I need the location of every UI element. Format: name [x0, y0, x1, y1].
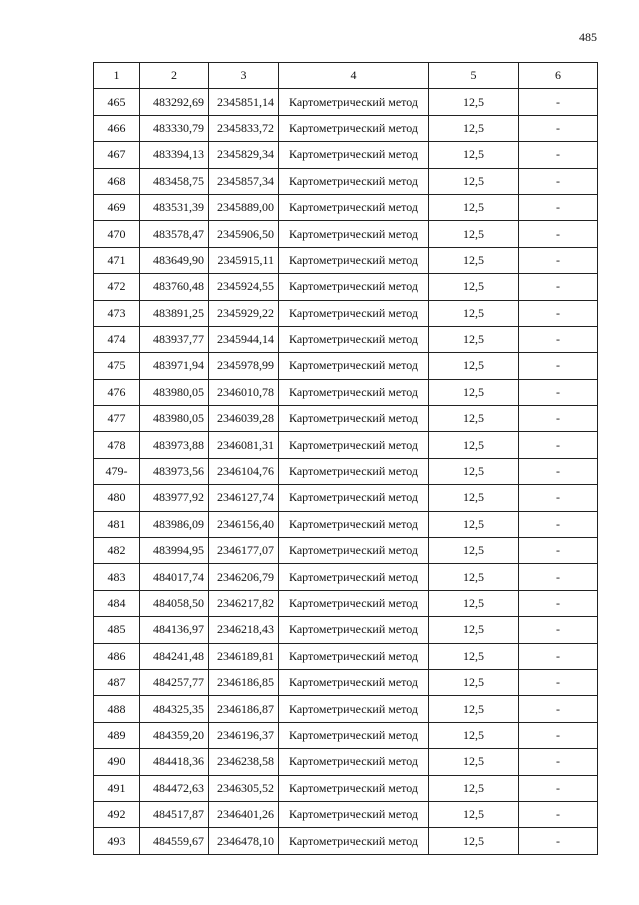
y-coordinate-cell: 2345829,34 — [209, 142, 279, 168]
point-number-cell: 487 — [94, 669, 140, 695]
point-number-cell: 483 — [94, 564, 140, 590]
method-cell: Картометрический метод — [279, 775, 429, 801]
method-cell: Картометрический метод — [279, 353, 429, 379]
accuracy-cell: 12,5 — [429, 274, 519, 300]
table-row — [94, 168, 598, 194]
method-cell: Картометрический метод — [279, 458, 429, 484]
x-coordinate-cell: 483980,05 — [140, 406, 209, 432]
note-cell: - — [519, 564, 598, 590]
column-header: 6 — [519, 63, 598, 89]
method-cell: Картометрический метод — [279, 247, 429, 273]
point-number-cell: 490 — [94, 749, 140, 775]
method-cell: Картометрический метод — [279, 168, 429, 194]
note-cell: - — [519, 432, 598, 458]
note-cell: - — [519, 485, 598, 511]
note-cell: - — [519, 538, 598, 564]
y-coordinate-cell: 2346478,10 — [209, 828, 279, 854]
column-header: 2 — [140, 63, 209, 89]
method-cell: Картометрический метод — [279, 326, 429, 352]
method-cell: Картометрический метод — [279, 221, 429, 247]
accuracy-cell: 12,5 — [429, 696, 519, 722]
x-coordinate-cell: 484418,36 — [140, 749, 209, 775]
table-row — [94, 300, 598, 326]
x-coordinate-cell: 484241,48 — [140, 643, 209, 669]
note-cell: - — [519, 247, 598, 273]
coordinates-table — [93, 62, 598, 855]
table-row — [94, 828, 598, 854]
note-cell: - — [519, 828, 598, 854]
table-row — [94, 221, 598, 247]
note-cell: - — [519, 115, 598, 141]
x-coordinate-cell: 483649,90 — [140, 247, 209, 273]
note-cell: - — [519, 775, 598, 801]
accuracy-cell: 12,5 — [429, 353, 519, 379]
method-cell: Картометрический метод — [279, 300, 429, 326]
y-coordinate-cell: 2346010,78 — [209, 379, 279, 405]
y-coordinate-cell: 2346186,85 — [209, 669, 279, 695]
table-row — [94, 274, 598, 300]
y-coordinate-cell: 2346401,26 — [209, 801, 279, 827]
x-coordinate-cell: 484559,67 — [140, 828, 209, 854]
note-cell: - — [519, 300, 598, 326]
y-coordinate-cell: 2345915,11 — [209, 247, 279, 273]
x-coordinate-cell: 483980,05 — [140, 379, 209, 405]
table-row — [94, 458, 598, 484]
accuracy-cell: 12,5 — [429, 749, 519, 775]
method-cell: Картометрический метод — [279, 564, 429, 590]
y-coordinate-cell: 2345924,55 — [209, 274, 279, 300]
note-cell: - — [519, 194, 598, 220]
y-coordinate-cell: 2345857,34 — [209, 168, 279, 194]
x-coordinate-cell: 483994,95 — [140, 538, 209, 564]
accuracy-cell: 12,5 — [429, 801, 519, 827]
y-coordinate-cell: 2346127,74 — [209, 485, 279, 511]
note-cell: - — [519, 643, 598, 669]
point-number-cell: 469 — [94, 194, 140, 220]
note-cell: - — [519, 801, 598, 827]
table-row — [94, 643, 598, 669]
accuracy-cell: 12,5 — [429, 142, 519, 168]
method-cell: Картометрический метод — [279, 643, 429, 669]
x-coordinate-cell: 483578,47 — [140, 221, 209, 247]
x-coordinate-cell: 484058,50 — [140, 590, 209, 616]
method-cell: Картометрический метод — [279, 194, 429, 220]
point-number-cell: 482 — [94, 538, 140, 564]
method-cell: Картометрический метод — [279, 142, 429, 168]
note-cell: - — [519, 221, 598, 247]
note-cell: - — [519, 379, 598, 405]
y-coordinate-cell: 2345906,50 — [209, 221, 279, 247]
point-number-cell: 488 — [94, 696, 140, 722]
y-coordinate-cell: 2346196,37 — [209, 722, 279, 748]
point-number-cell: 481 — [94, 511, 140, 537]
y-coordinate-cell: 2346104,76 — [209, 458, 279, 484]
method-cell: Картометрический метод — [279, 511, 429, 537]
table-row — [94, 406, 598, 432]
y-coordinate-cell: 2346238,58 — [209, 749, 279, 775]
table-row — [94, 432, 598, 458]
table-row — [94, 247, 598, 273]
x-coordinate-cell: 484017,74 — [140, 564, 209, 590]
table-row — [94, 617, 598, 643]
point-number-cell: 473 — [94, 300, 140, 326]
y-coordinate-cell: 2346206,79 — [209, 564, 279, 590]
table-row — [94, 696, 598, 722]
point-number-cell: 478 — [94, 432, 140, 458]
point-number-cell: 477 — [94, 406, 140, 432]
method-cell: Картометрический метод — [279, 432, 429, 458]
y-coordinate-cell: 2346217,82 — [209, 590, 279, 616]
accuracy-cell: 12,5 — [429, 643, 519, 669]
x-coordinate-cell: 483977,92 — [140, 485, 209, 511]
x-coordinate-cell: 483937,77 — [140, 326, 209, 352]
table-row — [94, 379, 598, 405]
x-coordinate-cell: 483330,79 — [140, 115, 209, 141]
note-cell: - — [519, 89, 598, 115]
y-coordinate-cell: 2346189,81 — [209, 643, 279, 669]
method-cell: Картометрический метод — [279, 274, 429, 300]
column-header: 3 — [209, 63, 279, 89]
y-coordinate-cell: 2346039,28 — [209, 406, 279, 432]
point-number-cell: 468 — [94, 168, 140, 194]
note-cell: - — [519, 722, 598, 748]
accuracy-cell: 12,5 — [429, 432, 519, 458]
accuracy-cell: 12,5 — [429, 538, 519, 564]
table-header-row — [94, 63, 598, 89]
note-cell: - — [519, 696, 598, 722]
method-cell: Картометрический метод — [279, 406, 429, 432]
table-row — [94, 722, 598, 748]
method-cell: Картометрический метод — [279, 828, 429, 854]
point-number-cell: 486 — [94, 643, 140, 669]
y-coordinate-cell: 2346186,87 — [209, 696, 279, 722]
table-row — [94, 194, 598, 220]
x-coordinate-cell: 483891,25 — [140, 300, 209, 326]
table-row — [94, 89, 598, 115]
point-number-cell: 467 — [94, 142, 140, 168]
y-coordinate-cell: 2345978,99 — [209, 353, 279, 379]
note-cell: - — [519, 406, 598, 432]
point-number-cell: 484 — [94, 590, 140, 616]
point-number-cell: 471 — [94, 247, 140, 273]
method-cell: Картометрический метод — [279, 749, 429, 775]
accuracy-cell: 12,5 — [429, 379, 519, 405]
accuracy-cell: 12,5 — [429, 722, 519, 748]
y-coordinate-cell: 2345944,14 — [209, 326, 279, 352]
x-coordinate-cell: 483760,48 — [140, 274, 209, 300]
note-cell: - — [519, 168, 598, 194]
point-number-cell: 475 — [94, 353, 140, 379]
page-number: 485 — [579, 30, 597, 44]
x-coordinate-cell: 484325,35 — [140, 696, 209, 722]
point-number-cell: 472 — [94, 274, 140, 300]
table-row — [94, 142, 598, 168]
x-coordinate-cell: 484517,87 — [140, 801, 209, 827]
accuracy-cell: 12,5 — [429, 300, 519, 326]
method-cell: Картометрический метод — [279, 617, 429, 643]
table-row — [94, 590, 598, 616]
table-row — [94, 115, 598, 141]
table-row — [94, 775, 598, 801]
x-coordinate-cell: 483394,13 — [140, 142, 209, 168]
note-cell: - — [519, 749, 598, 775]
point-number-cell: 479- — [94, 458, 140, 484]
accuracy-cell: 12,5 — [429, 617, 519, 643]
y-coordinate-cell: 2346156,40 — [209, 511, 279, 537]
table-body — [94, 89, 598, 854]
point-number-cell: 485 — [94, 617, 140, 643]
note-cell: - — [519, 326, 598, 352]
point-number-cell: 470 — [94, 221, 140, 247]
table-row — [94, 538, 598, 564]
column-header: 4 — [279, 63, 429, 89]
accuracy-cell: 12,5 — [429, 590, 519, 616]
table-row — [94, 353, 598, 379]
x-coordinate-cell: 484136,97 — [140, 617, 209, 643]
column-header: 1 — [94, 63, 140, 89]
point-number-cell: 489 — [94, 722, 140, 748]
x-coordinate-cell: 483973,88 — [140, 432, 209, 458]
table-row — [94, 801, 598, 827]
accuracy-cell: 12,5 — [429, 458, 519, 484]
table-row — [94, 749, 598, 775]
x-coordinate-cell: 484359,20 — [140, 722, 209, 748]
accuracy-cell: 12,5 — [429, 89, 519, 115]
y-coordinate-cell: 2346081,31 — [209, 432, 279, 458]
accuracy-cell: 12,5 — [429, 485, 519, 511]
x-coordinate-cell: 483531,39 — [140, 194, 209, 220]
x-coordinate-cell: 483973,56 — [140, 458, 209, 484]
point-number-cell: 491 — [94, 775, 140, 801]
note-cell: - — [519, 617, 598, 643]
accuracy-cell: 12,5 — [429, 775, 519, 801]
x-coordinate-cell: 484472,63 — [140, 775, 209, 801]
method-cell: Картометрический метод — [279, 538, 429, 564]
table-row — [94, 511, 598, 537]
table-row — [94, 326, 598, 352]
method-cell: Картометрический метод — [279, 89, 429, 115]
x-coordinate-cell: 484257,77 — [140, 669, 209, 695]
y-coordinate-cell: 2346177,07 — [209, 538, 279, 564]
point-number-cell: 480 — [94, 485, 140, 511]
x-coordinate-cell: 483458,75 — [140, 168, 209, 194]
point-number-cell: 474 — [94, 326, 140, 352]
method-cell: Картометрический метод — [279, 801, 429, 827]
note-cell: - — [519, 511, 598, 537]
note-cell: - — [519, 353, 598, 379]
note-cell: - — [519, 590, 598, 616]
method-cell: Картометрический метод — [279, 115, 429, 141]
note-cell: - — [519, 458, 598, 484]
accuracy-cell: 12,5 — [429, 194, 519, 220]
point-number-cell: 493 — [94, 828, 140, 854]
method-cell: Картометрический метод — [279, 379, 429, 405]
accuracy-cell: 12,5 — [429, 406, 519, 432]
accuracy-cell: 12,5 — [429, 168, 519, 194]
method-cell: Картометрический метод — [279, 669, 429, 695]
table-row — [94, 564, 598, 590]
y-coordinate-cell: 2345929,22 — [209, 300, 279, 326]
y-coordinate-cell: 2346305,52 — [209, 775, 279, 801]
method-cell: Картометрический метод — [279, 485, 429, 511]
table-row — [94, 669, 598, 695]
point-number-cell: 492 — [94, 801, 140, 827]
x-coordinate-cell: 483986,09 — [140, 511, 209, 537]
y-coordinate-cell: 2345851,14 — [209, 89, 279, 115]
y-coordinate-cell: 2345833,72 — [209, 115, 279, 141]
column-header: 5 — [429, 63, 519, 89]
method-cell: Картометрический метод — [279, 722, 429, 748]
note-cell: - — [519, 142, 598, 168]
table-row — [94, 485, 598, 511]
accuracy-cell: 12,5 — [429, 221, 519, 247]
accuracy-cell: 12,5 — [429, 326, 519, 352]
y-coordinate-cell: 2345889,00 — [209, 194, 279, 220]
y-coordinate-cell: 2346218,43 — [209, 617, 279, 643]
accuracy-cell: 12,5 — [429, 564, 519, 590]
note-cell: - — [519, 669, 598, 695]
point-number-cell: 466 — [94, 115, 140, 141]
accuracy-cell: 12,5 — [429, 115, 519, 141]
method-cell: Картометрический метод — [279, 590, 429, 616]
accuracy-cell: 12,5 — [429, 669, 519, 695]
accuracy-cell: 12,5 — [429, 828, 519, 854]
accuracy-cell: 12,5 — [429, 511, 519, 537]
point-number-cell: 476 — [94, 379, 140, 405]
point-number-cell: 465 — [94, 89, 140, 115]
accuracy-cell: 12,5 — [429, 247, 519, 273]
method-cell: Картометрический метод — [279, 696, 429, 722]
x-coordinate-cell: 483292,69 — [140, 89, 209, 115]
x-coordinate-cell: 483971,94 — [140, 353, 209, 379]
note-cell: - — [519, 274, 598, 300]
